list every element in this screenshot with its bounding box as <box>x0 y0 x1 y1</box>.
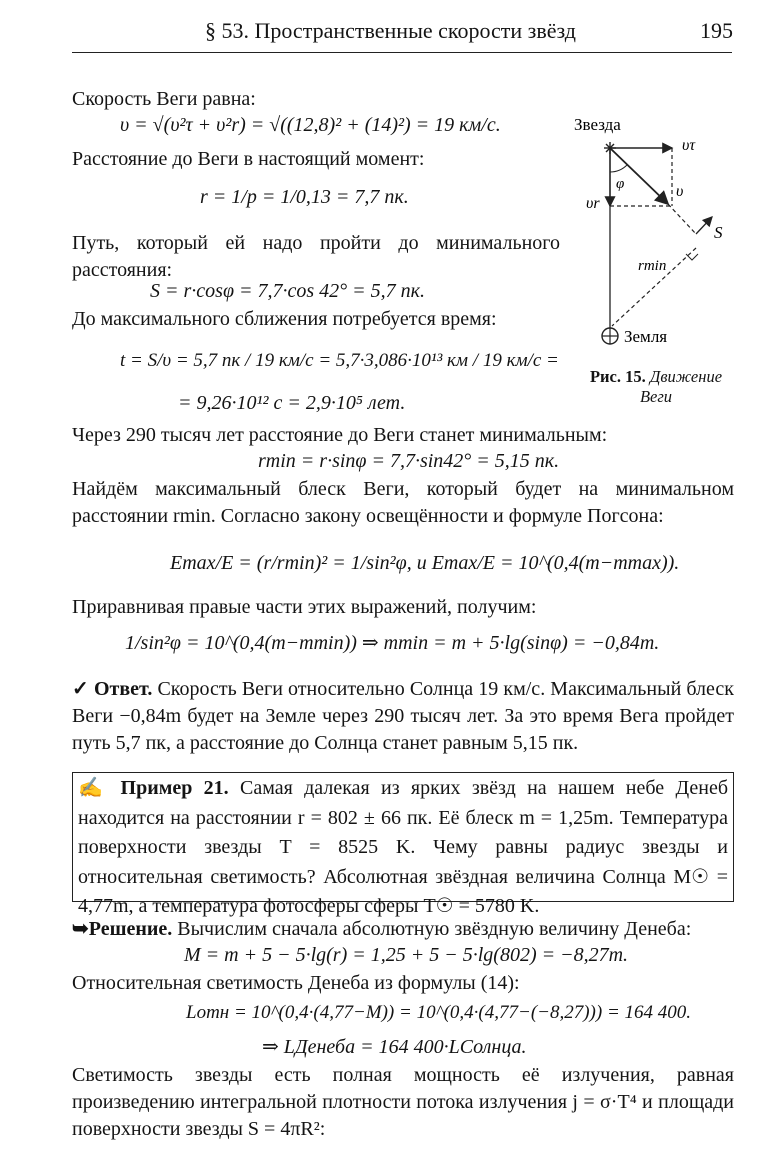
figure-vega-motion <box>572 112 742 364</box>
solution-paragraph <box>72 916 734 943</box>
equation-path: S = r·cosφ = 7,7·cos 42° = 5,7 пк. <box>150 280 426 302</box>
caption-number: Рис. 15. <box>589 367 646 386</box>
equation-mmin: 1/sin²φ = 10^(0,4(m−mmin)) ⇒ mmin = m + 5·lg(sinφ) = −0,84m. <box>125 632 660 654</box>
vr-label: υr <box>586 195 600 212</box>
example-label: ✍ Пример 21. <box>78 777 229 799</box>
paragraph-min-distance: Через 290 тысяч лет расстояние до Веги станет минимальным: <box>72 424 608 446</box>
equation-distance: r = 1/p = 1/0,13 = 7,7 пк. <box>200 186 409 208</box>
path-dashed <box>668 204 696 234</box>
star-label: Звезда <box>574 115 621 134</box>
equation-time-result: = 9,26·10¹² с = 2,9·10⁵ лет. <box>178 392 406 414</box>
answer-paragraph <box>72 676 734 757</box>
s-label: S <box>714 223 723 242</box>
answer-label: ✓ Ответ. <box>72 678 153 700</box>
page-number: 195 <box>700 18 733 43</box>
vt-label: υτ <box>682 137 696 154</box>
paragraph-brightness: Найдём максимальный блеск Веги, который будет на минимальном расстоянии rmin. Согласно закону освещённости и формуле Погсона: <box>72 478 734 527</box>
example-text-block <box>78 774 728 922</box>
equation-time: t = S/υ = 5,7 пк / 19 км/с = 5,7·3,086·10¹³ км / 19 км/с = <box>120 350 559 371</box>
equation-deneb-luminosity: ⇒ LДенеба = 164 400·LСолнца. <box>262 1036 527 1058</box>
equation-luminosity: Lотн = 10^(0,4·(4,77−M)) = 10^(0,4·(4,77−(−8,27))) = 164 400. <box>186 1002 692 1023</box>
rmin-label: rmin <box>638 258 667 274</box>
solution-text: Вычислим сначала абсолютную звёздную величину Денеба: <box>177 918 692 940</box>
paragraph-luminosity: Относительная светимость Денеба из формулы (14): <box>72 972 520 994</box>
paragraph-time: До максимального сближения потребуется время: <box>72 308 497 330</box>
phi-label: φ <box>616 176 625 192</box>
equation-abs-magnitude: M = m + 5 − 5·lg(r) = 1,25 + 5 − 5·lg(802) = −8,27m. <box>184 944 629 966</box>
paragraph-path: Путь, который ей надо пройти до минимального расстояния: <box>72 232 560 281</box>
solution-label: ➥Решение. <box>72 918 173 940</box>
paragraph-stellar-luminosity: Светимость звезды есть полная мощность её излучения, равная произведению интегральной плотности потока излучения j = σ·T⁴ и площади поверхности звезды S = 4πR²: <box>72 1064 734 1140</box>
equation-illumination: Emax/E = (r/rmin)² = 1/sin²φ, и Emax/E = 10^(0,4(m−mmax)). <box>170 552 680 574</box>
equation-speed: υ = √(υ²τ + υ²r) = √((12,8)² + (14)²) = 19 км/с. <box>120 114 501 136</box>
v-label: υ <box>676 183 684 200</box>
paragraph-distance: Расстояние до Веги в настоящий момент: <box>72 148 425 170</box>
answer-text: Скорость Веги относительно Солнца 19 км/с. Максимальный блеск Веги −0,84m будет на Земле через 290 тысяч лет. За это время Вега пройдет путь 5,7 пк, а расстояние до Солнца станет равным 5,15 пк. <box>72 678 734 754</box>
caption-text: Движение Веги <box>639 367 723 406</box>
header-rule <box>72 52 732 53</box>
equation-rmin: rmin = r·sinφ = 7,7·sin42° = 5,15 пк. <box>258 450 560 472</box>
figure-caption <box>572 367 740 407</box>
paragraph-equate: Приравнивая правые части этих выражений, получим: <box>72 596 537 618</box>
example-text: Самая далекая из ярких звёзд на нашем небе Денеб находится на расстоянии r = 802 ± 66 пк. Её блеск m = 1,25m. Температура поверхности звезды T = 8525 K. Чему равны радиус звезды и относительная светимость? Абсолютная звёздная величина Солнца M☉ = 4,77m, а температура фотосферы сферы T☉ = 5780 K. <box>78 777 729 917</box>
paragraph-vega-speed: Скорость Веги равна: <box>72 88 256 110</box>
s-arrow <box>696 217 712 234</box>
running-header: § 53. Пространственные скорости звёзд <box>205 18 576 43</box>
earth-label: Земля <box>624 327 668 346</box>
phi-arc <box>610 165 627 172</box>
earth-icon <box>602 328 618 344</box>
